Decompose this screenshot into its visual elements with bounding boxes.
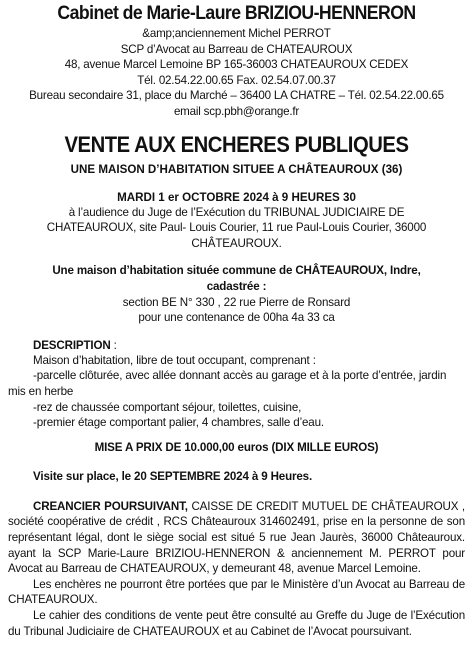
creditor-paragraph (8, 499, 465, 577)
description-sep: : (110, 338, 117, 352)
firm-scp: SCP d’Avocat au Barreau de CHATEAUROUX (120, 42, 353, 56)
sale-venue-line: à l’audience du Juge de l’Exécution du TRIBUNAL JUDICIAIRE DE (68, 205, 405, 219)
firm-header (8, 26, 465, 120)
sale-date: MARDI 1 er OCTOBRE 2024 à 9 HEURES 30 (117, 190, 356, 204)
notice-bidding: Les enchères ne pourront être portées que par le Ministère d’un Avocat au Barreau de CHATEAUROUX. (8, 577, 465, 607)
notice-conditions: Le cahier des conditions de vente peut être consulté au Greffe du Juge de l’Exécution du Tribunal Judiciaire de CHATEAUROUX et au Cabinet de l’Avocat poursuivant. (8, 609, 465, 638)
notice-subtitle: UNE MAISON D’HABITATION SITUEE A CHÂTEAUROUX (36) (70, 162, 403, 176)
starting-price: MISE A PRIX DE 10.000,00 euros (DIX MILLE EUROS) (94, 440, 379, 454)
creditor-text: CAISSE DE CREDIT MUTUEL DE CHÂTEAUROUX , société coopérative de crédit , RCS Châteauroux 314602491, prise en la personne de son représentant légal, dont le siège social est situé 5 rue Jean Jaurès, 36000 Châteauroux. ayant la SCP Marie-Laure BRIZIOU-HENNERON & anciennement M. PERROT pour Avocat au Barreau de CHATEAUROUX, y demeurant 48, avenue Marcel Lemoine. (8, 499, 465, 576)
firm-address: 48, avenue Marcel Lemoine BP 165-36003 CHATEAUROUX CEDEX (64, 58, 409, 72)
sale-venue-line: CHÂTEAUROUX. (191, 236, 282, 250)
creditor-label: CREANCIER POURSUIVANT, (33, 499, 188, 513)
legal-notice (0, 2, 473, 665)
firm-email: email scp.pbh@orange.fr (173, 104, 300, 118)
property-heading-2: cadastrée : (206, 279, 267, 293)
description-body (8, 353, 465, 431)
sale-venue-line: CHATEAUROUX, site Paul- Louis Courier, 11 rue Paul-Louis Courier, 36000 (46, 221, 427, 235)
firm-phone: Tél. 02.54.22.00.65 Fax. 02.54.07.00.37 (137, 73, 336, 87)
notice-title: VENTE AUX ENCHERES PUBLIQUES (64, 131, 409, 157)
sale-venue (8, 205, 465, 252)
property-section (8, 263, 465, 325)
property-cadastre: section BE N° 330 , 22 rue Pierre de Ronsard (122, 295, 351, 309)
property-area: pour une contenance de 00ha 4a 33 ca (138, 311, 335, 325)
description-item: -rez de chaussée comportant séjour, toilettes, cuisine, (33, 400, 302, 414)
description-heading: DESCRIPTION (33, 338, 111, 352)
description-item: -parcelle clôturée, avec allée donnant accès au garage et à la porte d’entrée, jardin mis en herbe (8, 369, 447, 398)
firm-secondary-office: Bureau secondaire 31, place du Marché – 36400 LA CHATRE – Tél. 02.54.22.00.65 (29, 89, 444, 103)
firm-former-name: &amp;anciennement Michel PERROT (142, 27, 331, 40)
description-intro: Maison d’habitation, libre de tout occupant, comprenant : (33, 353, 316, 367)
firm-name: Cabinet de Marie-Laure BRIZIOU-HENNERON (57, 3, 416, 24)
property-heading: Une maison d’habitation située commune de CHÂTEAUROUX, Indre, (52, 264, 421, 278)
description-heading-row (8, 338, 465, 353)
visit-info: Visite sur place, le 20 SEPTEMBRE 2024 à 9 Heures. (33, 470, 313, 484)
description-item: -premier étage comportant palier, 4 chambres, salle d’eau. (33, 416, 324, 430)
